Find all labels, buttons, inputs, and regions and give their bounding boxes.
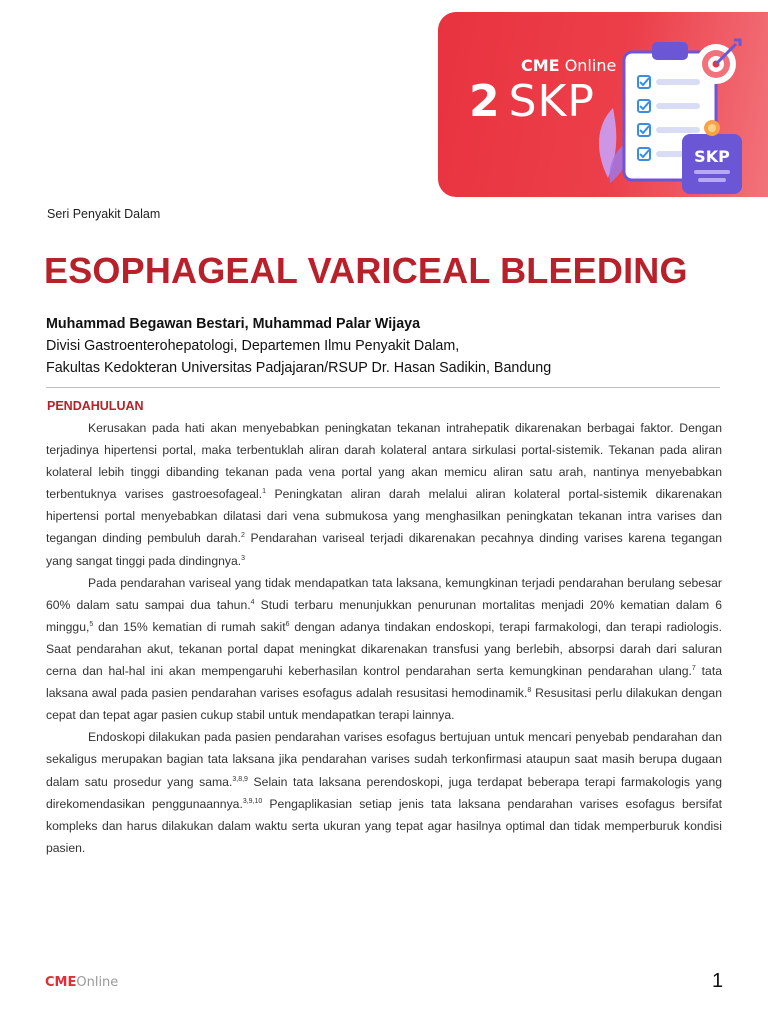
footer-brand-cme: CME — [45, 975, 77, 990]
section-heading: PENDAHULUAN — [47, 399, 144, 413]
text-run: tata laksana awal pada pasien pendarahan varises esofagus adalah resusitasi hemodinamik. — [46, 664, 722, 701]
citation-ref: 6 — [285, 620, 290, 628]
footer-logo — [45, 975, 118, 990]
text-run: Pengaplikasian setiap jenis tata laksana pendarahan varises esofagus bersifat kompleks dan harus dilakukan dalam waktu serta ukuran yang tepat agar hasilnya optimal dan tidak memperburuk kondisi pasien. — [46, 796, 722, 855]
citation-ref: 7 — [691, 665, 696, 673]
text-run: Resusitasi perlu dilakukan dengan cepat dan tepat agar pasien cukup stabil untuk mendapatkan terapi lainnya. — [46, 686, 722, 723]
cme-banner — [438, 12, 768, 197]
banner-brand-online: Online — [564, 56, 617, 75]
text-run: Pendarahan variseal terjadi dikarenakan pecahnya dinding varises karena tegangan yang sangat tinggi pada dindingnya. — [46, 531, 723, 568]
banner-credit-unit: SKP — [508, 76, 595, 127]
citation-ref: 3,8,9 — [232, 775, 248, 783]
affiliation-line-2: Fakultas Kedokteran Universitas Padjajaran/RSUP Dr. Hasan Sadikin, Bandung — [46, 360, 552, 376]
text-run: dengan adanya tindakan endoskopi, terapi farmakologi, dan terapi radiologis. Saat pendarahan akut, tekanan portal dapat meningkat dikarenakan transfusi yang berlebih, absorpsi darah dari saluran cerna dan hal-hal ini akan mempengaruhi keberhasilan kontrol pendarahan serta kemungkinan pendarahan ulang. — [46, 619, 722, 679]
banner-credit — [469, 76, 595, 127]
banner-illustration — [588, 28, 763, 197]
text-run: dan 15% kematian di rumah sakit — [93, 619, 286, 634]
paragraph-1 — [46, 417, 722, 572]
banner-credit-number: 2 — [469, 76, 501, 127]
skp-badge-icon — [682, 134, 742, 194]
document-title: ESOPHAGEAL VARICEAL BLEEDING — [44, 250, 688, 291]
medal-icon — [704, 120, 720, 136]
text-run: Studi terbaru menunjukkan penurunan mortalitas menjadi 20% kematian dalam 6 minggu, — [46, 597, 723, 634]
citation-ref: 3 — [241, 554, 246, 562]
paragraph-2 — [46, 572, 722, 727]
series-label: Seri Penyakit Dalam — [47, 207, 161, 221]
citation-ref: 4 — [250, 598, 255, 606]
page-number: 1 — [712, 970, 724, 992]
authors-block — [46, 313, 551, 379]
affiliation-line-1: Divisi Gastroenterohepatologi, Departemen Ilmu Penyakit Dalam, — [46, 338, 460, 354]
citation-ref: 8 — [527, 687, 532, 695]
divider — [46, 387, 720, 388]
section-body — [46, 417, 722, 859]
text-run: Endoskopi dilakukan pada pasien pendarahan varises esofagus bertujuan untuk mencari penyebab pendarahan dan sekaligus merupakan bagian tata laksana jika pendarahan varises sudah terkonfirmasi ataupun saat masih berupa dugaan dalam satu prosedur yang sama. — [46, 730, 722, 789]
text-run: Pada pendarahan variseal yang tidak mendapatkan tata laksana, kemungkinan terjadi pendarahan berulang sebesar 60% dalam satu sampai dua tahun. — [46, 575, 722, 612]
footer-brand-online: Online — [76, 975, 119, 990]
citation-ref: 1 — [262, 488, 267, 496]
citation-ref: 2 — [240, 532, 245, 540]
citation-ref: 5 — [89, 620, 94, 628]
banner-brand-cme: CME — [521, 56, 560, 75]
text-run: Kerusakan pada hati akan menyebabkan peningkatan tekanan intrahepatik dikarenakan berbagai faktor. Dengan terjadinya hipertensi portal, maka terbentuklah aliran darah kolateral antara sirkulasi portal-sistemik. Tekanan pada aliran kolateral lebih tinggi dibanding tekanan pada vena portal yang akan memicu aliran satu arah, nantinya menyebabkan terbentuknya varises gastroesofageal. — [46, 421, 722, 502]
text-run: Peningkatan aliran darah melalui aliran kolateral portal-sistemik dikarenakan hipertensi portal menyebabkan dilatasi dari vena submukosa yang menghasilkan peningkatan tekanan intra varises dan tegangan dinding pembuluh darah. — [46, 487, 722, 546]
skp-badge-text: SKP — [694, 147, 730, 166]
author-names: Muhammad Begawan Bestari, Muhammad Palar Wijaya — [46, 316, 421, 332]
text-run: Selain tata laksana perendoskopi, juga terdapat beberapa terapi farmakologis yang direkomendasikan penggunaannya. — [46, 774, 722, 811]
paragraph-3 — [46, 726, 722, 859]
citation-ref: 3,9,10 — [242, 797, 263, 805]
target-icon — [696, 40, 740, 84]
